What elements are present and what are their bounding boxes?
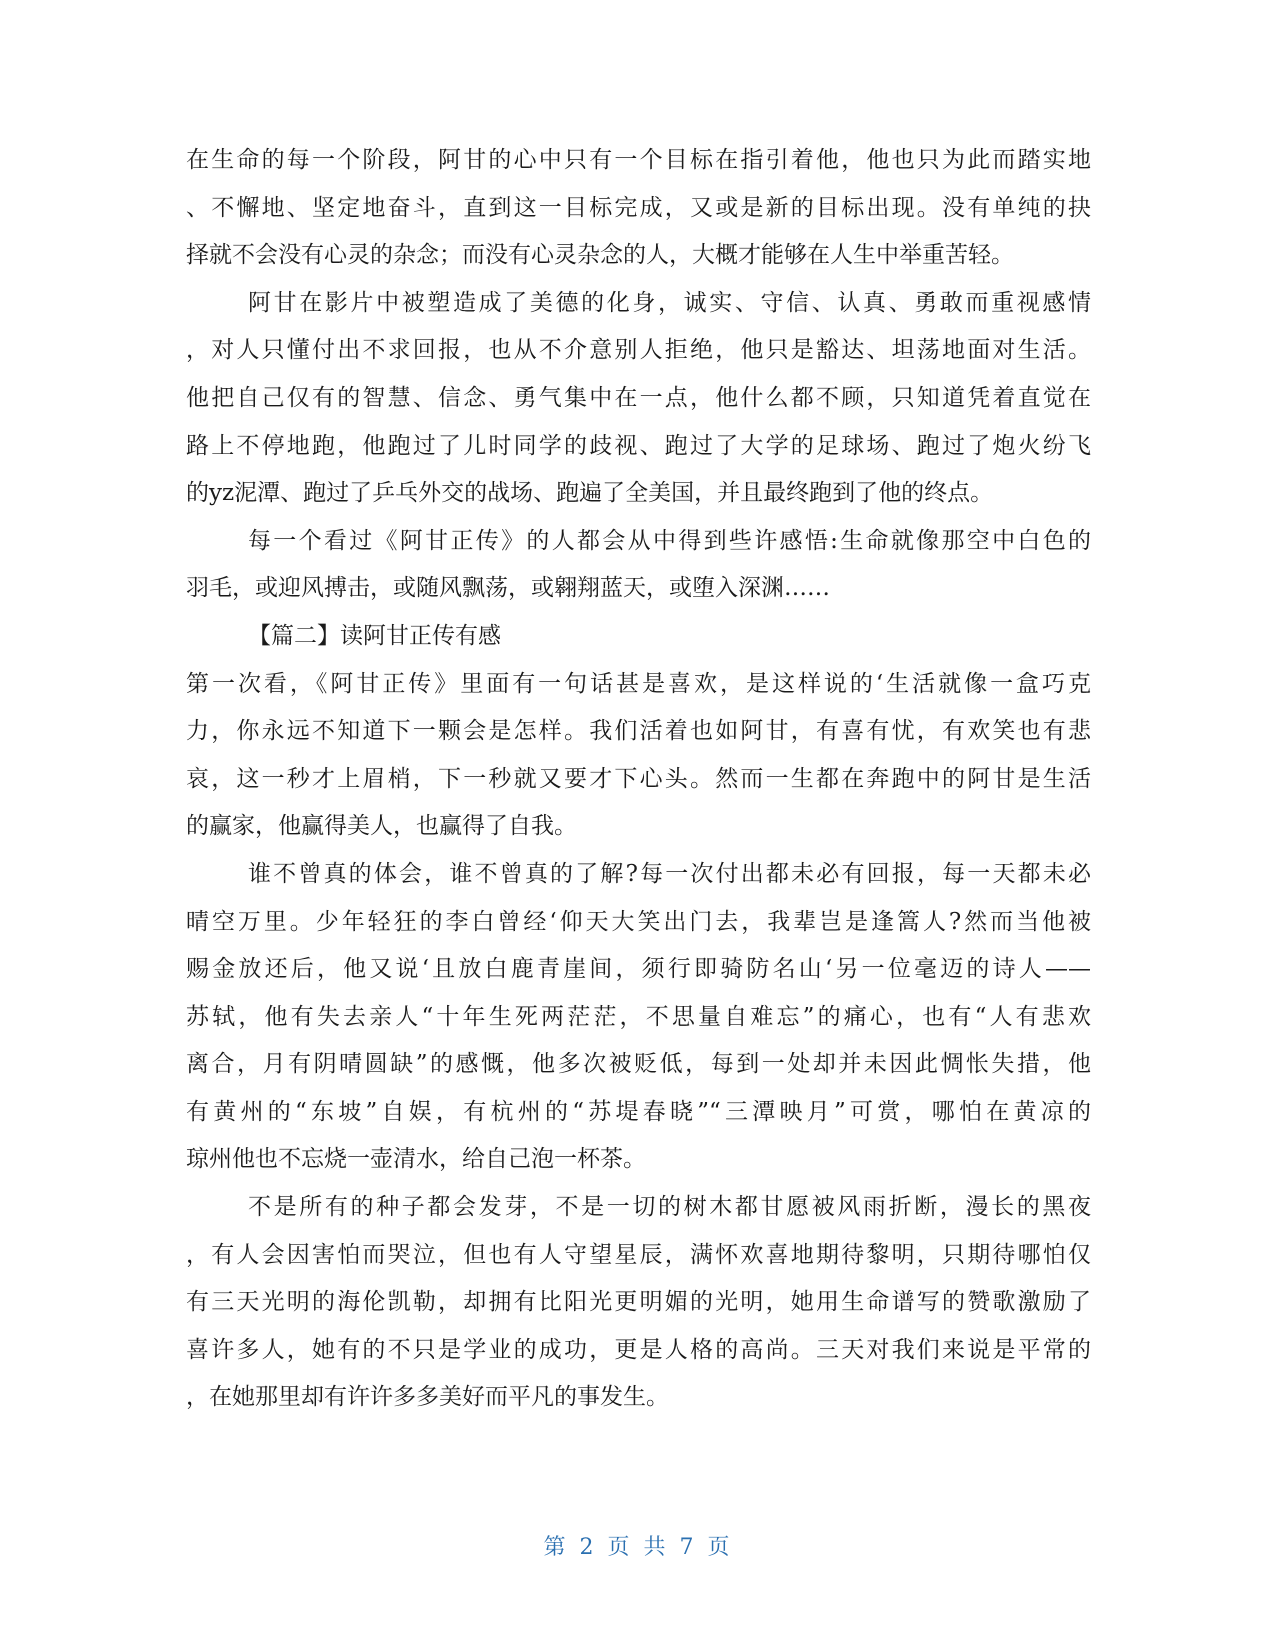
text-line: 择就不会没有心灵的杂念；而没有心灵杂念的人，大概才能够在人生中举重苦轻。 <box>186 242 1014 269</box>
text-line: 离合，月有阴晴圆缺”的感慨，他多次被贬低，每到一处却并未因此惆怅失措，他 <box>186 1051 1091 1078</box>
footer-suffix: 页 <box>707 1535 732 1560</box>
text-line: ，对人只懂付出不求回报，也从不介意别人拒绝，他只是豁达、坦荡地面对生活。 <box>186 337 1091 364</box>
text-line: 羽毛，或迎风搏击，或随风飘荡，或翱翔蓝天，或堕入深渊…… <box>186 575 830 602</box>
text-line: 苏轼，他有失去亲人“十年生死两茫茫，不思量自难忘”的痛心，也有“人有悲欢 <box>186 1003 1091 1030</box>
text-line: 力，你永远不知道下一颗会是怎样。我们活着也如阿甘，有喜有忧，有欢笑也有悲 <box>186 718 1091 745</box>
text-line: ，在她那里却有许许多多美好而平凡的事发生。 <box>186 1384 669 1411</box>
text-line: 阿甘在影片中被塑造成了美德的化身，诚实、守信、认真、勇敢而重视感情 <box>248 289 1091 316</box>
section-heading: 【篇二】读阿甘正传有感 <box>248 622 501 649</box>
text-line: 琼州他也不忘烧一壶清水，给自己泡一杯茶。 <box>186 1146 646 1173</box>
text-line: 第一次看，《阿甘正传》里面有一句话甚是喜欢，是这样说的‘生活就像一盒巧克 <box>186 670 1091 697</box>
text-line: 的yz泥潭、跑过了乒乓外交的战场、跑遍了全美国，并且最终跑到了他的终点。 <box>186 480 994 507</box>
text-line: ，有人会因害怕而哭泣，但也有人守望星辰，满怀欢喜地期待黎明，只期待哪怕仅 <box>186 1241 1091 1268</box>
text-line: 路上不停地跑，他跑过了儿时同学的歧视、跑过了大学的足球场、跑过了炮火纷飞 <box>186 432 1091 459</box>
text-line: 晴空万里。少年轻狂的李白曾经‘仰天大笑出门去，我辈岂是逢篙人?然而当他被 <box>186 908 1091 935</box>
text-line: 赐金放还后，他又说‘且放白鹿青崖间，须行即骑防名山‘另一位毫迈的诗人—— <box>186 956 1091 983</box>
document-body <box>186 137 1091 1422</box>
text-line: 他把自己仅有的智慧、信念、勇气集中在一点，他什么都不顾，只知道凭着直觉在 <box>186 384 1091 411</box>
text-line: 有三天光明的海伦凯勒，却拥有比阳光更明媚的光明，她用生命谱写的赞歌激励了 <box>186 1289 1091 1316</box>
text-line: 谁不曾真的体会，谁不曾真的了解?每一次付出都未必有回报，每一天都未必 <box>248 860 1091 887</box>
text-line: 喜许多人，她有的不只是学业的成功，更是人格的高尚。三天对我们来说是平常的 <box>186 1336 1091 1363</box>
current-page-number: 2 <box>579 1535 596 1560</box>
text-line: 在生命的每一个阶段，阿甘的心中只有一个目标在指引着他，他也只为此而踏实地 <box>186 147 1091 173</box>
footer-prefix: 第 <box>543 1535 568 1560</box>
text-line: 有黄州的“东坡”自娱，有杭州的“苏堤春晓”“三潭映月”可赏，哪怕在黄凉的 <box>186 1098 1091 1125</box>
text-line: 、不懈地、坚定地奋斗，直到这一目标完成，又或是新的目标出现。没有单纯的抉 <box>186 194 1091 221</box>
footer-total-word: 共 <box>643 1535 668 1560</box>
page-footer <box>0 1530 1275 1561</box>
text-line: 哀，这一秒才上眉梢，下一秒就又要才下心头。然而一生都在奔跑中的阿甘是生活 <box>186 765 1091 792</box>
text-line: 不是所有的种子都会发芽，不是一切的树木都甘愿被风雨折断，漫长的黑夜 <box>248 1194 1091 1221</box>
text-line: 的赢家，他赢得美人，也赢得了自我。 <box>186 813 577 840</box>
total-page-number: 7 <box>679 1535 696 1560</box>
footer-page-word: 页 <box>607 1535 632 1560</box>
text-line: 每一个看过《阿甘正传》的人都会从中得到些许感悟:生命就像那空中白色的 <box>248 527 1091 554</box>
